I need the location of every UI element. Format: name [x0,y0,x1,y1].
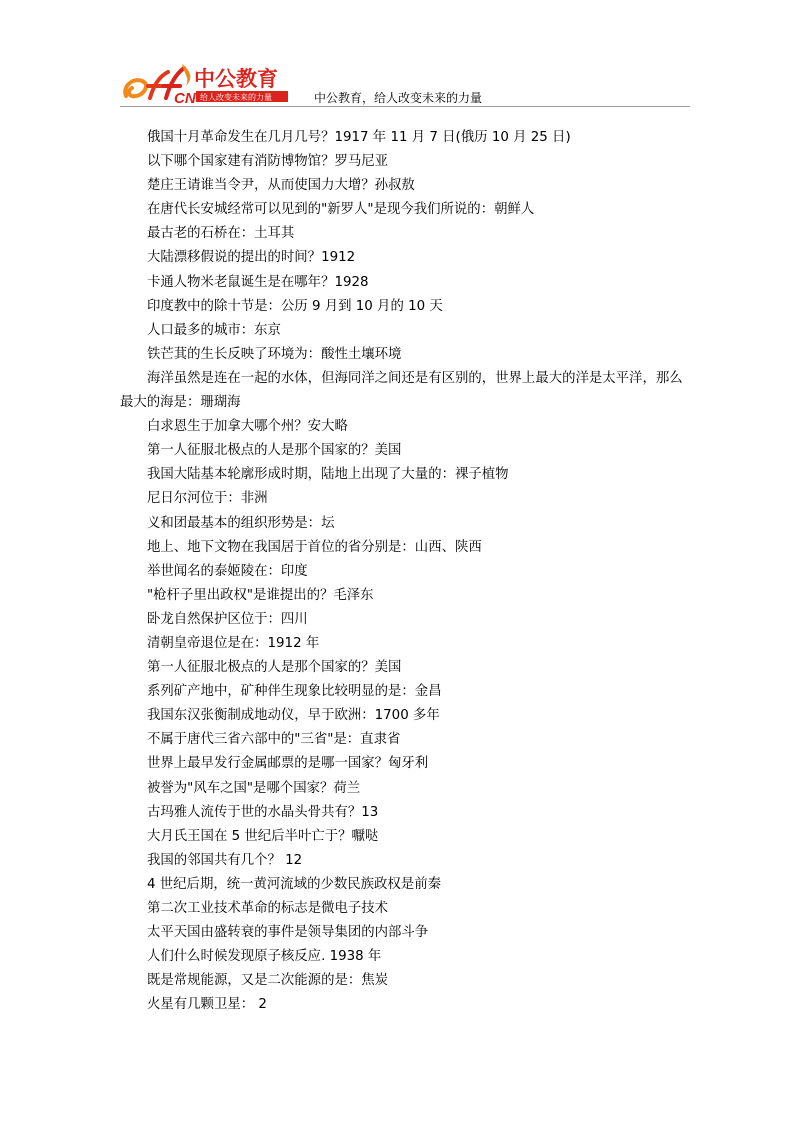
list-item: "枪杆子里出政权"是谁提出的？毛泽东 [147,587,374,603]
list-item: 清朝皇帝退位是在：1912 年 [147,635,320,651]
question-list [120,126,690,1017]
list-item: 最古老的石桥在：土耳其 [147,226,295,242]
list-item: 我国的邻国共有几个？ 12 [147,852,303,868]
list-item: 海洋虽然是连在一起的水体，但海同洋之间还是有区别的，世界上最大的洋是太平洋，那么最大的海是：珊瑚海 [120,370,683,411]
list-item: 尼日尔河位于：非洲 [147,491,268,507]
list-item: 人口最多的城市：东京 [147,322,281,338]
list-item: 大陆漂移假说的提出的时间？1912 [147,250,356,266]
list-item: 我国东汉张衡制成地动仪，早于欧洲：1700 多年 [147,708,440,724]
list-item: 卧龙自然保护区位于：四川 [147,611,308,627]
header-slogan: 中公教育，给人改变未来的力量 [314,91,483,105]
svg-text:给人改变未来的力量: 给人改变未来的力量 [200,93,272,102]
list-item: 人们什么时候发现原子核反应. 1938 年 [147,949,382,965]
list-item: 被誉为"风车之国"是哪个国家？荷兰 [147,780,361,796]
list-item: 不属于唐代三省六部中的"三省"是：直隶省 [147,732,401,748]
offcn-logo [120,62,310,106]
list-item: 白求恩生于加拿大哪个州？安大略 [147,419,348,435]
list-item: 楚庄王请谁当令尹，从而使国力大增？孙叔敖 [147,178,415,194]
list-item: 我国大陆基本轮廓形成时期，陆地上出现了大量的：裸子植物 [147,467,509,483]
list-item: 系列矿产地中，矿种伴生现象比较明显的是：金昌 [147,684,442,700]
list-item: 举世闻名的泰姬陵在：印度 [147,563,308,579]
list-item: 古玛雅人流传于世的水晶头骨共有？13 [147,804,379,820]
list-item: 卡通人物米老鼠诞生是在哪年？1928 [147,274,369,290]
list-item: 太平天国由盛转衰的事件是领导集团的内部斗争 [147,925,429,941]
list-item: 4 世纪后期，统一黄河流域的少数民族政权是前秦 [147,876,441,892]
svg-text:CN: CN [174,90,196,106]
list-item: 第一人征服北极点的人是那个国家的？美国 [147,660,402,676]
list-item: 义和团最基本的组织形势是：坛 [147,515,335,531]
list-item: 既是常规能源，又是二次能源的是：焦炭 [147,973,389,989]
list-item: 铁芒萁的生长反映了环境为：酸性土壤环境 [147,346,402,362]
page-header [120,62,690,110]
list-item: 俄国十月革命发生在几月几号？1917 年 11 月 7 日(俄历 10 月 25 日) [147,130,571,145]
list-item: 以下哪个国家建有消防博物馆？罗马尼亚 [147,154,389,170]
list-item: 在唐代长安城经常可以见到的"新罗人"是现今我们所说的：朝鲜人 [147,202,535,218]
list-item: 世界上最早发行金属邮票的是哪一国家？匈牙利 [147,756,429,772]
list-item: 第一人征服北极点的人是那个国家的？美国 [147,443,402,459]
svg-text:中公教育: 中公教育 [194,67,278,91]
header-divider [120,106,690,107]
list-item: 印度教中的除十节是：公历 9 月到 10 月的 10 天 [147,298,443,314]
list-item: 地上、地下文物在我国居于首位的省分别是：山西、陕西 [147,539,482,555]
list-item: 大月氏王国在 5 世纪后半叶亡于？嚈哒 [147,828,379,844]
list-item: 第二次工业技术革命的标志是微电子技术 [147,901,389,916]
list-item: 火星有几颗卫星： 2 [147,997,267,1013]
